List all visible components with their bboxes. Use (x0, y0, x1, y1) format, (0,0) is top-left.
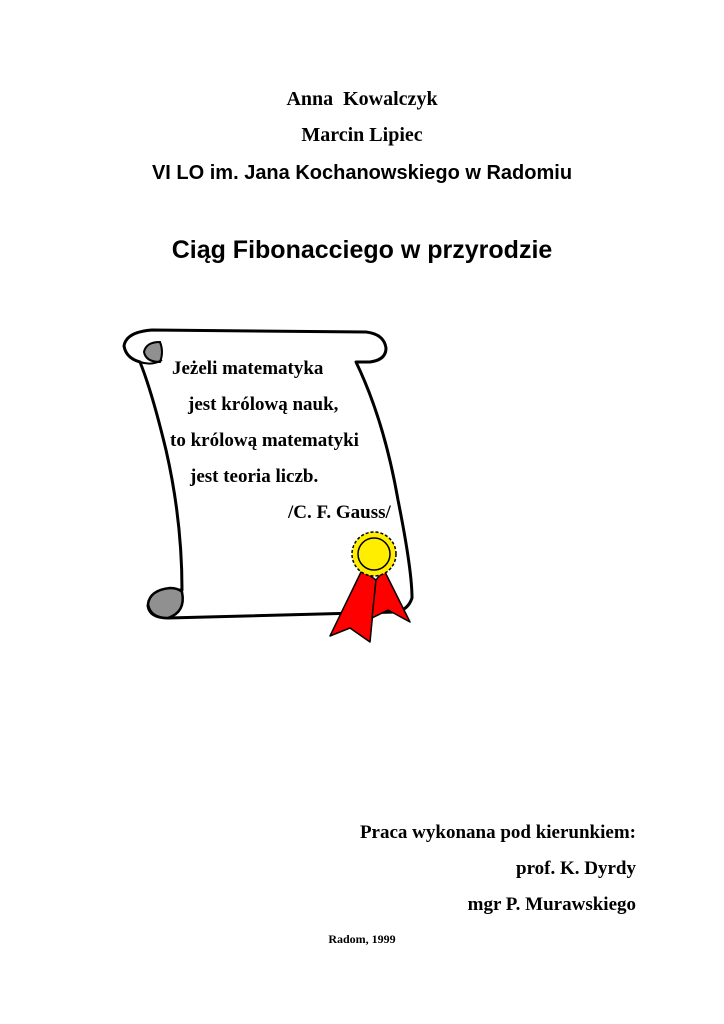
supervision-header: Praca wykonana pod kierunkiem: (359, 822, 636, 843)
author-name-2: Marcin Lipiec (301, 124, 423, 146)
quote-line-1: Jeżeli matematyka (172, 358, 324, 379)
quote-attribution: /C. F. Gauss/ (288, 502, 391, 523)
place-and-year: Radom, 1999 (328, 932, 396, 946)
scroll-top-curl (144, 342, 162, 362)
school-name: VI LO im. Jana Kochanowskiego w Radomiu (151, 162, 573, 184)
quote-line-2: jest królową nauk, (188, 394, 339, 415)
document-title: Ciąg Fibonacciego w przyrodzie (171, 236, 553, 264)
supervisor-1: prof. K. Dyrdy (516, 858, 636, 879)
quote-line-4: jest teoria liczb. (190, 466, 319, 487)
quote-line-3: to królową matematyki (170, 430, 359, 451)
scroll-bottom-curl (148, 588, 183, 618)
author-name-1: Anna Kowalczyk (286, 88, 438, 110)
supervisor-2: mgr P. Murawskiego (467, 894, 636, 915)
award-seal-icon (352, 532, 396, 576)
